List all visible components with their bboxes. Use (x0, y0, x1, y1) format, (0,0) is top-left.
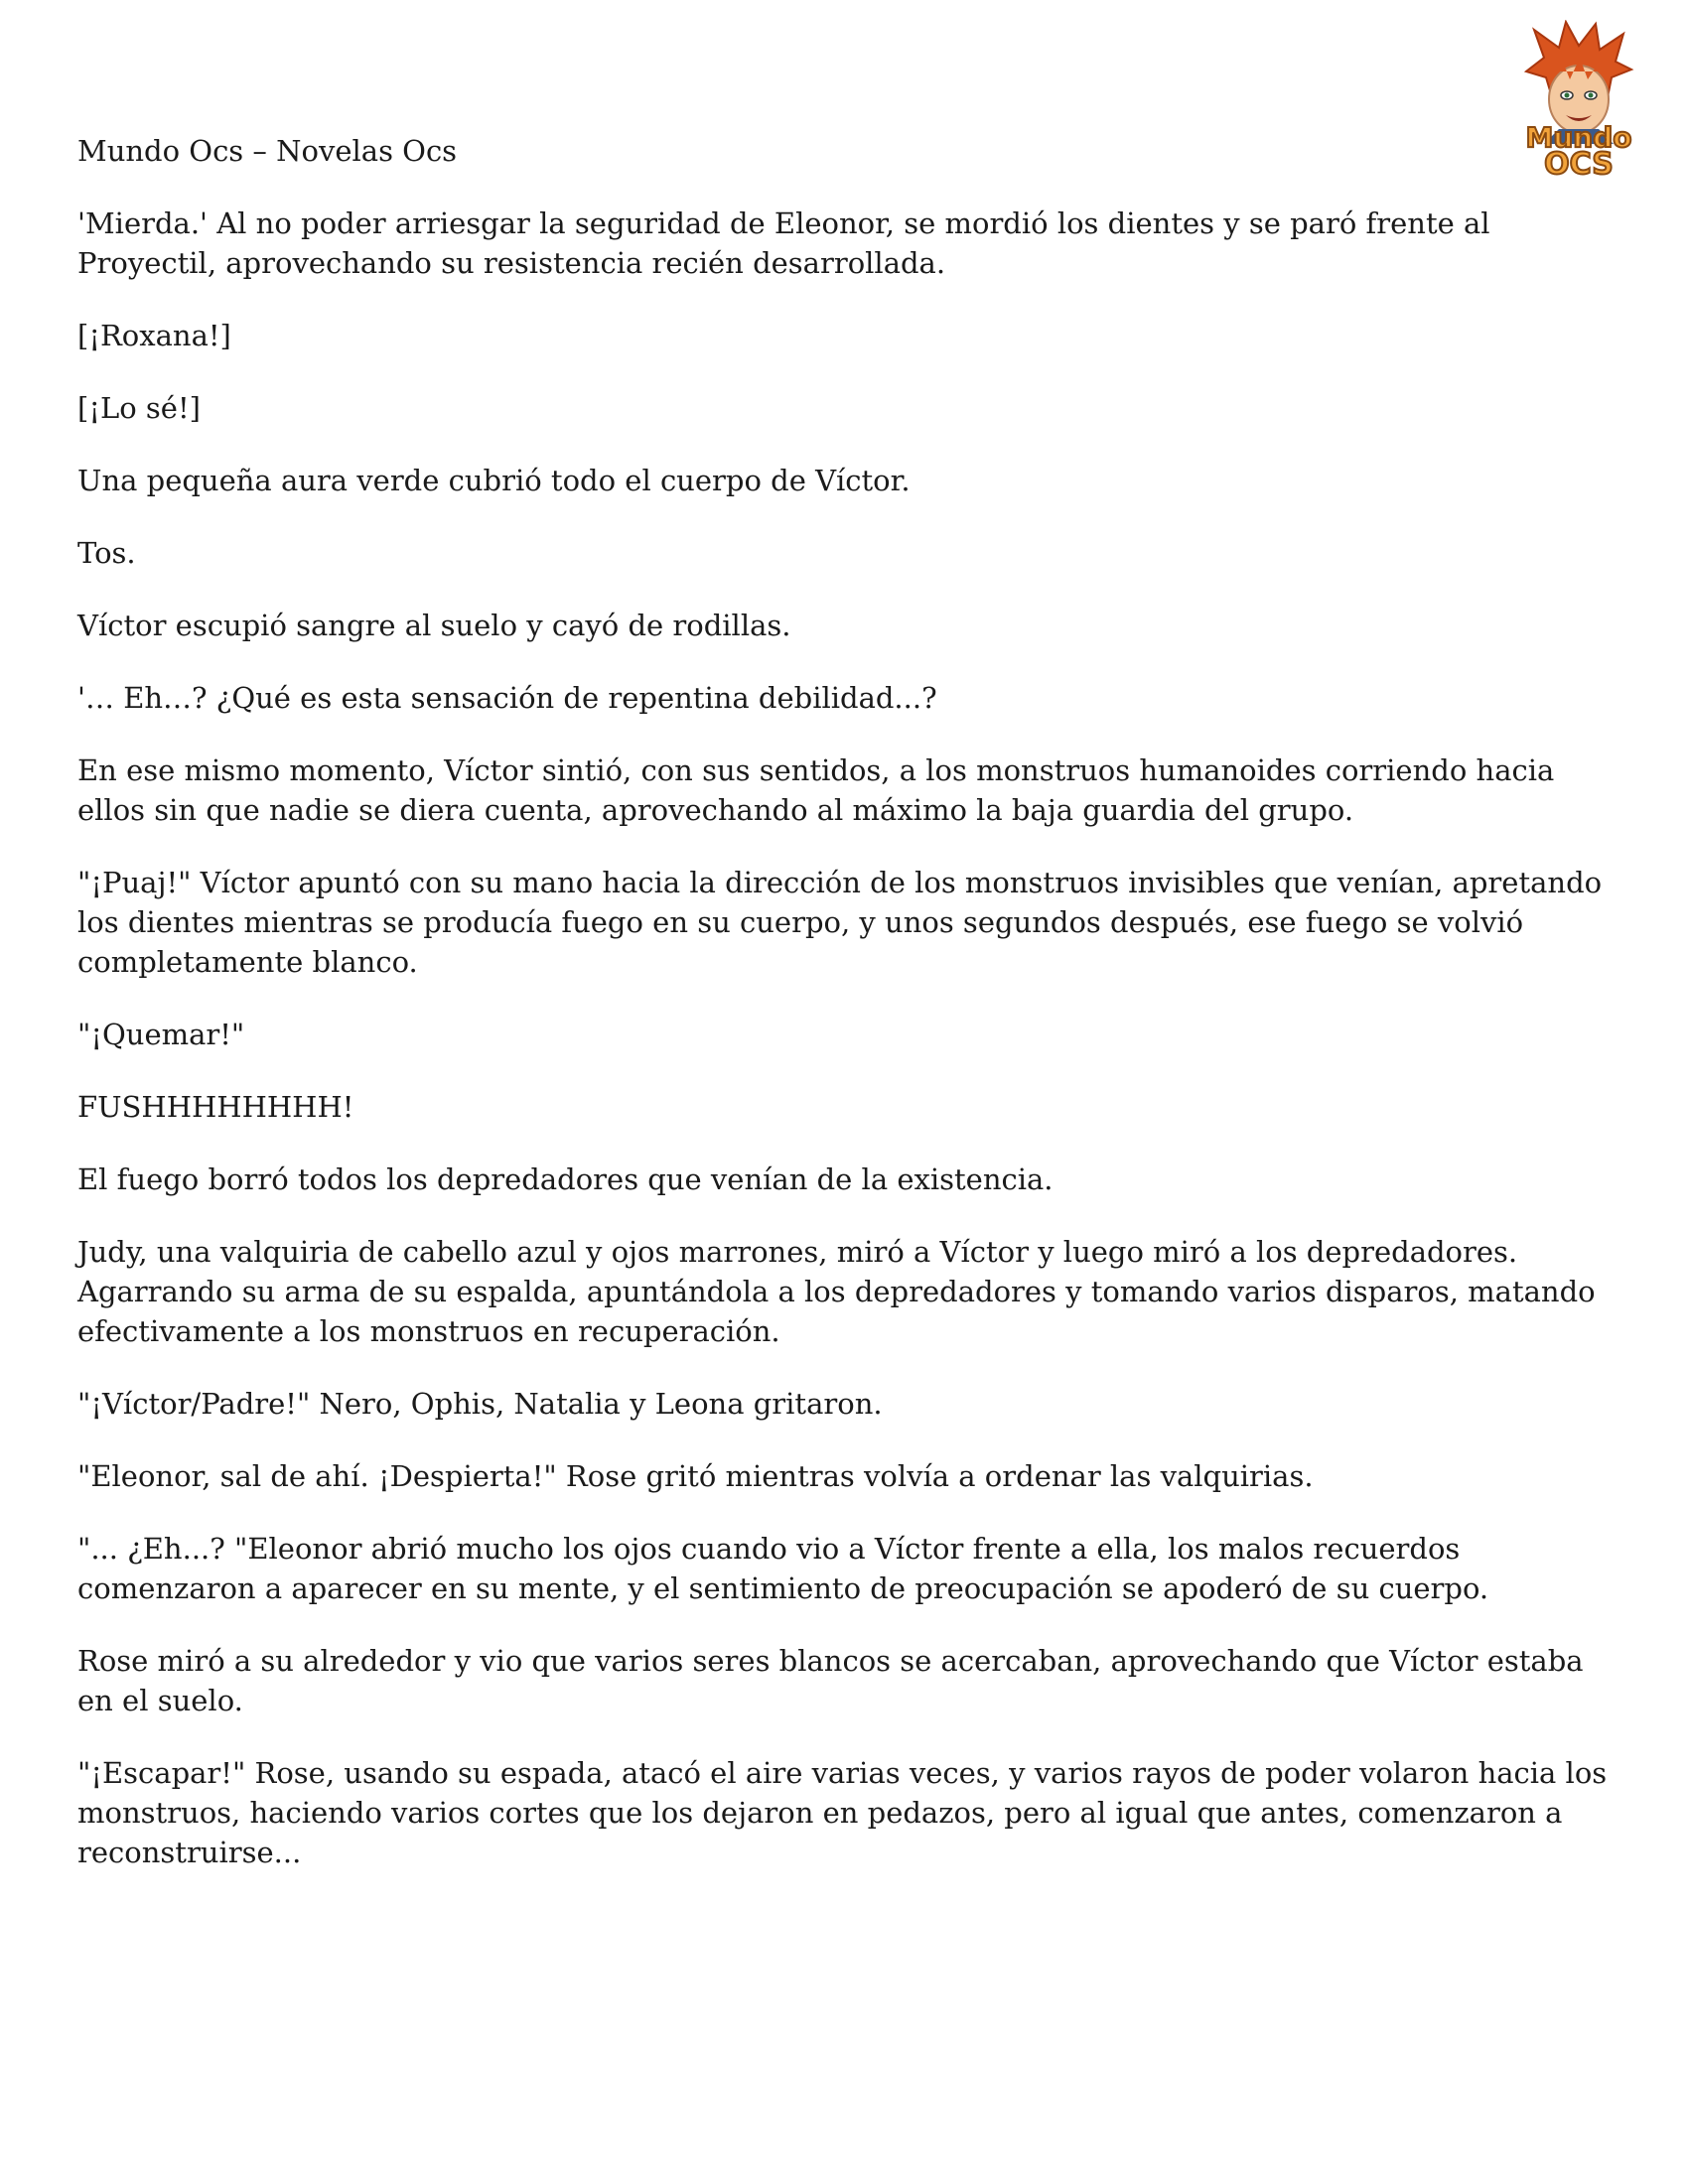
logo-word-ocs: OCS (1544, 147, 1614, 179)
mundo-ocs-logo (1504, 20, 1653, 179)
story-paragraph: Una pequeña aura verde cubrió todo el cuerpo de Víctor. (77, 464, 911, 497)
story-paragraph: "¡Quemar!" (77, 1018, 245, 1051)
story-paragraph: 'Mierda.' Al no poder arriesgar la seguridad de Eleonor, se mordió los dientes y se paró frente al Proyectil, aprovechando su resistencia recién desarrollada. (77, 206, 1490, 280)
story-paragraph: Rose miró a su alrededor y vio que varios seres blancos se acercaban, aprovechando que Víctor estaba en el suelo. (77, 1644, 1584, 1717)
story-paragraph: "¡Puaj!" Víctor apuntó con su mano hacia la dirección de los monstruos invisibles que venían, apretando los dientes mientras se producía fuego en su cuerpo, y unos segundos después, ese fuego se volvió completamente blanco. (77, 866, 1603, 979)
story-paragraph: "¡Víctor/Padre!" Nero, Ophis, Natalia y Leona gritaron. (77, 1387, 883, 1421)
story-paragraph: Tos. (77, 536, 136, 570)
logo-graphic (1504, 20, 1653, 179)
story-paragraph: [¡Roxana!] (77, 319, 231, 352)
story-paragraph: En ese mismo momento, Víctor sintió, con sus sentidos, a los monstruos humanoides corriendo hacia ellos sin que nadie se diera cuenta, aprovechando al máximo la baja guardia del grupo. (77, 753, 1555, 827)
story-paragraph: "¡Escapar!" Rose, usando su espada, atacó el aire varias veces, y varios rayos de poder volaron hacia los monstruos, haciendo varios cortes que los dejaron en pedazos, pero al igual que antes, comenzaron a reconstruirse... (77, 1756, 1608, 1869)
logo-word-mundo: Mundo (1525, 121, 1632, 154)
story-paragraph: FUSHHHHHHHH! (77, 1090, 354, 1124)
story-paragraph: Judy, una valquiria de cabello azul y ojos marrones, miró a Víctor y luego miró a los depredadores. Agarrando su arma de su espalda, apuntándola a los depredadores y tomando varios disparos, matando efectivamente a los monstruos en recuperación. (77, 1235, 1596, 1348)
document-header: Mundo Ocs – Novelas Ocs (77, 134, 458, 168)
story-paragraph: '… Eh…? ¿Qué es esta sensación de repentina debilidad...? (77, 681, 937, 715)
story-paragraph: El fuego borró todos los depredadores que venían de la existencia. (77, 1162, 1054, 1196)
story-body (77, 204, 1626, 1905)
story-paragraph: "... ¿Eh...? "Eleonor abrió mucho los ojos cuando vio a Víctor frente a ella, los malos recuerdos comenzaron a aparecer en su mente, y el sentimiento de preocupación se apoderó de su cuerpo. (77, 1532, 1489, 1605)
story-paragraph: [¡Lo sé!] (77, 391, 201, 425)
story-paragraph: Víctor escupió sangre al suelo y cayó de rodillas. (77, 609, 791, 642)
story-paragraph: "Eleonor, sal de ahí. ¡Despierta!" Rose gritó mientras volvía a ordenar las valquirias. (77, 1459, 1314, 1493)
